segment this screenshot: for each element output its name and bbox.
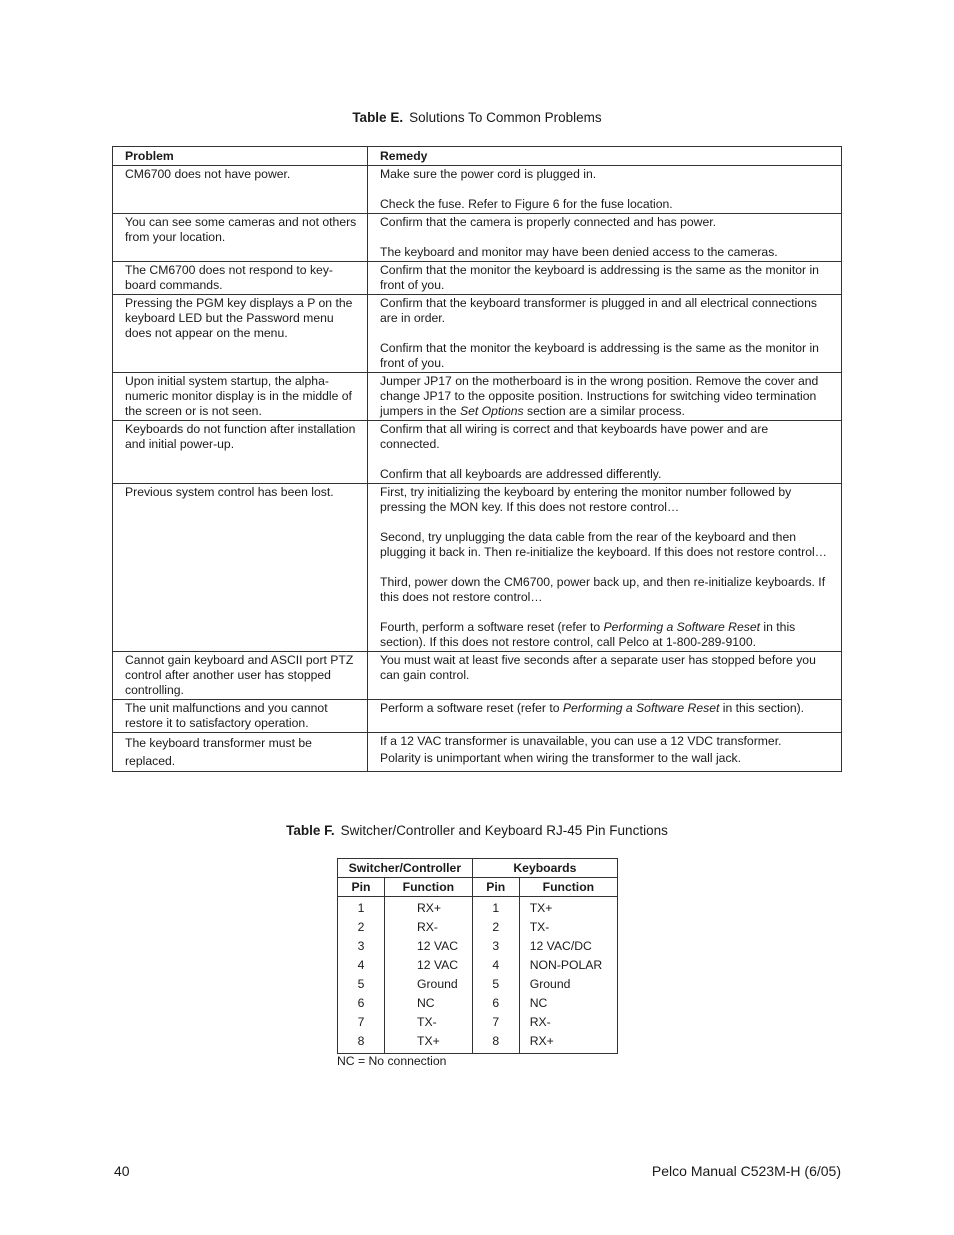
problem-cell: You can see some cameras and not others from your location. bbox=[113, 214, 368, 262]
remedy-text bbox=[380, 374, 831, 419]
switcher-pin: 2 bbox=[338, 918, 385, 937]
problem-cell: Previous system control has been lost. bbox=[113, 484, 368, 652]
switcher-function: RX+ bbox=[385, 897, 473, 919]
switcher-function: RX- bbox=[385, 918, 473, 937]
table-row bbox=[113, 295, 842, 373]
table-e-label: Table E. bbox=[352, 110, 404, 125]
switcher-pin: 7 bbox=[338, 1013, 385, 1032]
pin-row bbox=[338, 1032, 618, 1054]
pin-row bbox=[338, 918, 618, 937]
switcher-controller-header: Switcher/Controller bbox=[338, 859, 473, 878]
remedy-text-part: in this section). If this does not restore control, call Pelco at 1-800-289-9100. bbox=[380, 620, 796, 649]
keyboard-function: 12 VAC/DC bbox=[519, 937, 617, 956]
problem-cell: Upon initial system startup, the alpha-numeric monitor display is in the middle of the screen or is not seen. bbox=[113, 373, 368, 421]
table-f-caption bbox=[0, 823, 954, 838]
keyboard-function: NON-POLAR bbox=[519, 956, 617, 975]
group-header-row bbox=[338, 859, 618, 878]
remedy-cell bbox=[368, 262, 842, 295]
pin-row bbox=[338, 975, 618, 994]
pin-row bbox=[338, 956, 618, 975]
remedy-text: Confirm that all wiring is correct and that keyboards have power and are connected. bbox=[380, 422, 769, 451]
table-header-row bbox=[113, 147, 842, 166]
keyboard-function: RX+ bbox=[519, 1032, 617, 1054]
problem-cell: Pressing the PGM key displays a P on the keyboard LED but the Password menu does not appear on the menu. bbox=[113, 295, 368, 373]
switcher-function: TX- bbox=[385, 1013, 473, 1032]
switcher-pin: 8 bbox=[338, 1032, 385, 1054]
manual-reference: Pelco Manual C523M-H (6/05) bbox=[651, 1163, 841, 1179]
pin-row bbox=[338, 937, 618, 956]
problems-table bbox=[112, 146, 842, 772]
remedy-cell bbox=[368, 421, 842, 484]
switcher-function: 12 VAC bbox=[385, 937, 473, 956]
remedy-cell bbox=[368, 733, 842, 772]
switcher-pin: 6 bbox=[338, 994, 385, 1013]
remedy-text: Confirm that all keyboards are addressed differently. bbox=[380, 467, 662, 481]
keyboard-pin-header: Pin bbox=[472, 878, 519, 897]
keyboard-pin: 3 bbox=[472, 937, 519, 956]
keyboard-function: Ground bbox=[519, 975, 617, 994]
remedy-italic-ref: Performing a Software Reset bbox=[562, 701, 720, 715]
switcher-function: NC bbox=[385, 994, 473, 1013]
switcher-function: 12 VAC bbox=[385, 956, 473, 975]
keyboard-pin: 7 bbox=[472, 1013, 519, 1032]
switcher-pin: 1 bbox=[338, 897, 385, 919]
remedy-column-header: Remedy bbox=[368, 147, 842, 166]
keyboard-function-header: Function bbox=[519, 878, 617, 897]
table-f-title: Switcher/Controller and Keyboard RJ-45 Pin Functions bbox=[340, 823, 668, 838]
remedy-text: Confirm that the monitor the keyboard is addressing is the same as the monitor in front of you. bbox=[380, 263, 819, 292]
remedy-cell bbox=[368, 295, 842, 373]
remedy-text: Confirm that the camera is properly connected and has power. bbox=[380, 215, 717, 229]
keyboard-function: TX+ bbox=[519, 897, 617, 919]
remedy-text: Third, power down the CM6700, power back up, and then re-initialize keyboards. If this does not restore control… bbox=[380, 575, 826, 604]
remedy-text bbox=[380, 701, 831, 716]
keyboard-function: NC bbox=[519, 994, 617, 1013]
switcher-pin: 5 bbox=[338, 975, 385, 994]
remedy-text: Polarity is unimportant when wiring the transformer to the wall jack. bbox=[380, 751, 742, 765]
remedy-text: First, try initializing the keyboard by entering the monitor number followed by pressing the MON key. If this does not restore control… bbox=[380, 485, 792, 514]
remedy-text: You must wait at least five seconds after a separate user has stopped before you can gain control. bbox=[380, 653, 816, 682]
problem-column-header: Problem bbox=[113, 147, 368, 166]
table-row bbox=[113, 373, 842, 421]
switcher-pin-header: Pin bbox=[338, 878, 385, 897]
table-row bbox=[113, 166, 842, 214]
keyboard-pin: 5 bbox=[472, 975, 519, 994]
table-row bbox=[113, 262, 842, 295]
table-row bbox=[113, 484, 842, 652]
pin-row bbox=[338, 994, 618, 1013]
switcher-function-header: Function bbox=[385, 878, 473, 897]
nc-footnote: NC = No connection bbox=[337, 1054, 447, 1068]
table-row bbox=[113, 214, 842, 262]
table-e-caption bbox=[0, 110, 954, 125]
remedy-cell bbox=[368, 373, 842, 421]
keyboard-pin: 2 bbox=[472, 918, 519, 937]
remedy-text: Confirm that the monitor the keyboard is addressing is the same as the monitor in front of you. bbox=[380, 341, 819, 370]
column-header-row bbox=[338, 878, 618, 897]
remedy-cell bbox=[368, 652, 842, 700]
table-row bbox=[113, 421, 842, 484]
keyboard-pin: 8 bbox=[472, 1032, 519, 1054]
remedy-text: Second, try unplugging the data cable from the rear of the keyboard and then plugging it back in. Then re-initialize the keyboard. If this does not restore control… bbox=[380, 530, 827, 559]
remedy-italic-ref: Set Options bbox=[459, 404, 524, 418]
table-f-label: Table F. bbox=[286, 823, 335, 838]
table-e-title: Solutions To Common Problems bbox=[409, 110, 602, 125]
switcher-pin: 4 bbox=[338, 956, 385, 975]
page-number: 40 bbox=[114, 1163, 130, 1179]
pin-functions-table bbox=[337, 858, 618, 1054]
keyboard-pin: 6 bbox=[472, 994, 519, 1013]
keyboard-pin: 1 bbox=[472, 897, 519, 919]
switcher-function: TX+ bbox=[385, 1032, 473, 1054]
remedy-text: The keyboard and monitor may have been denied access to the cameras. bbox=[380, 245, 778, 259]
remedy-text-part: Jumper JP17 on the motherboard is in the wrong position. Remove the cover and change JP17 to the opposite position. Instructions for switching video termination jumpers in the bbox=[380, 374, 819, 418]
remedy-cell bbox=[368, 166, 842, 214]
remedy-cell bbox=[368, 214, 842, 262]
switcher-function: Ground bbox=[385, 975, 473, 994]
keyboards-header: Keyboards bbox=[472, 859, 617, 878]
remedy-text-part: Perform a software reset (refer to bbox=[380, 701, 560, 715]
problem-cell: Keyboards do not function after installation and initial power-up. bbox=[113, 421, 368, 484]
table-row bbox=[113, 733, 842, 772]
problem-cell: Cannot gain keyboard and ASCII port PTZ control after another user has stopped controlling. bbox=[113, 652, 368, 700]
table-row bbox=[113, 700, 842, 733]
keyboard-function: RX- bbox=[519, 1013, 617, 1032]
remedy-text: Check the fuse. Refer to Figure 6 for the fuse location. bbox=[380, 197, 673, 211]
remedy-text: If a 12 VAC transformer is unavailable, you can use a 12 VDC transformer. bbox=[380, 734, 782, 748]
remedy-text: Make sure the power cord is plugged in. bbox=[380, 167, 597, 181]
keyboard-pin: 4 bbox=[472, 956, 519, 975]
remedy-italic-ref: Performing a Software Reset bbox=[603, 620, 761, 634]
pin-row bbox=[338, 897, 618, 919]
table-row bbox=[113, 652, 842, 700]
remedy-text: Confirm that the keyboard transformer is plugged in and all electrical connections are in order. bbox=[380, 296, 817, 325]
problem-cell: The CM6700 does not respond to key-board commands. bbox=[113, 262, 368, 295]
pin-row bbox=[338, 1013, 618, 1032]
keyboard-function: TX- bbox=[519, 918, 617, 937]
problem-cell: CM6700 does not have power. bbox=[113, 166, 368, 214]
remedy-text-part: Fourth, perform a software reset (refer to bbox=[380, 620, 601, 634]
remedy-cell bbox=[368, 700, 842, 733]
remedy-text bbox=[380, 620, 831, 650]
problem-cell: The unit malfunctions and you cannot restore it to satisfactory operation. bbox=[113, 700, 368, 733]
remedy-text-part: in this section). bbox=[722, 701, 805, 715]
switcher-pin: 3 bbox=[338, 937, 385, 956]
remedy-text-part: section are a similar process. bbox=[527, 404, 685, 418]
problem-cell: The keyboard transformer must be replaced. bbox=[113, 733, 368, 772]
remedy-cell bbox=[368, 484, 842, 652]
